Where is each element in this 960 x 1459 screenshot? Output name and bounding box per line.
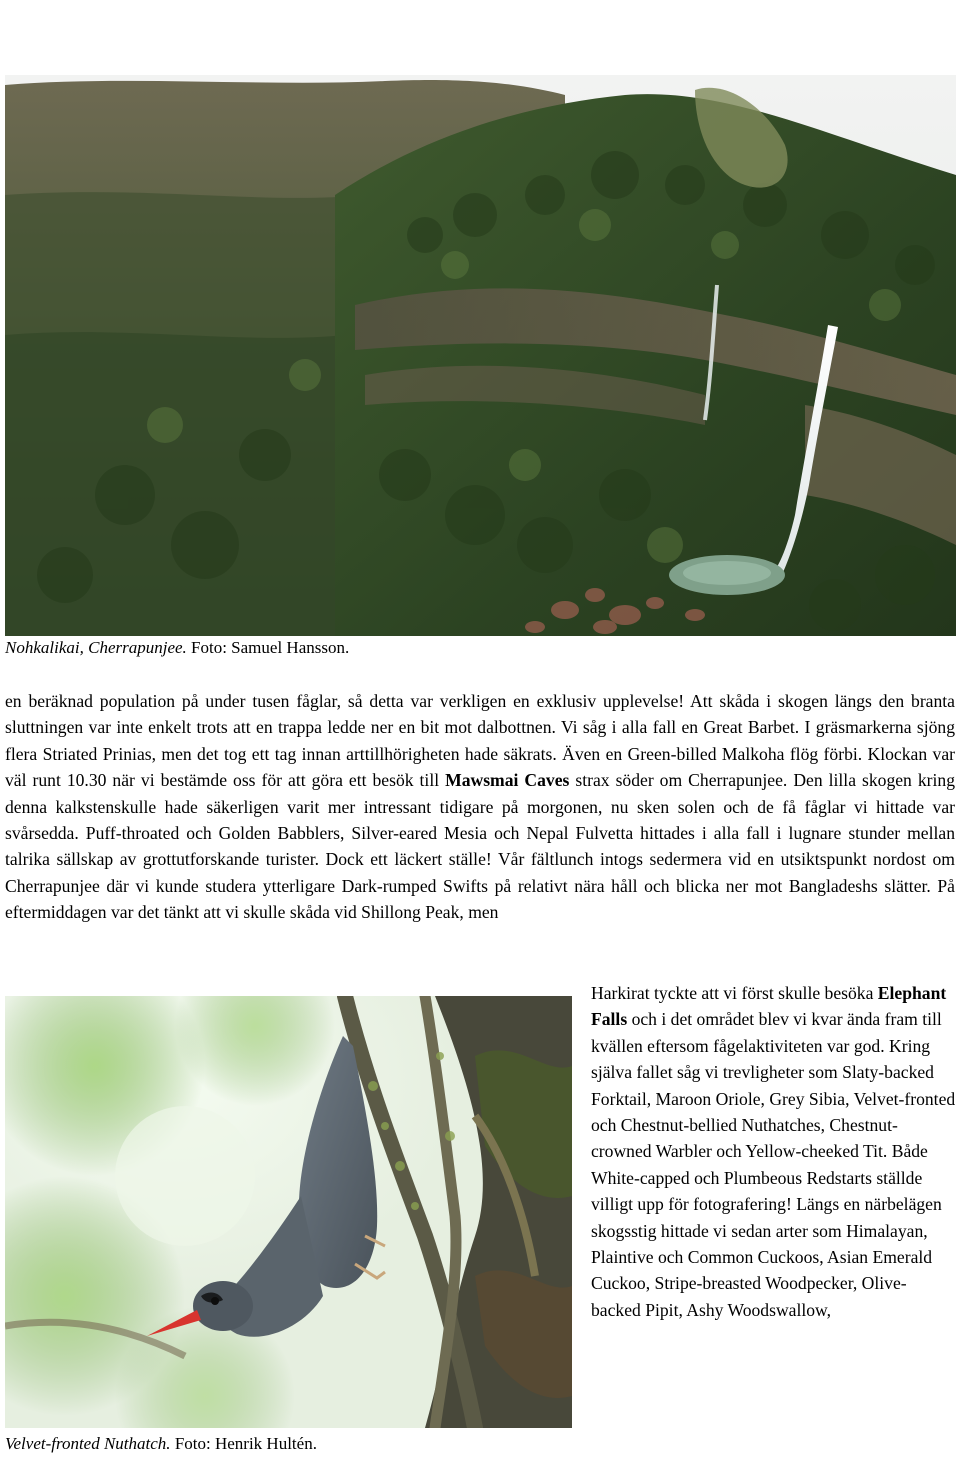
photo-caption-nohkalikai [5, 638, 349, 658]
place-name-mawsmai-caves: Mawsmai Caves [445, 770, 570, 791]
body-text-part: Harkirat tyckte att vi först skulle besöka [591, 983, 878, 1003]
body-text-side [591, 980, 956, 1323]
caption-species: Velvet-fronted Nuthatch. [5, 1434, 171, 1453]
nuthatch-illustration [5, 996, 572, 1428]
place-name-elephant-falls: Elephant Falls [591, 983, 947, 1030]
caption-place: Nohkalikai, Cherrapunjee. [5, 638, 187, 657]
body-text-part: strax söder om Cherrapunjee. Den lilla skogen kring denna kalkstenskulle hade säkerligen varit mer intressant tidigare på morgonen, nu sken solen och de få fåglar vi hittade var svårsedda. Puff-throated och Golden Babblers, Silver-eared Mesia och Nepal Fulvetta hittades i alla fall i lugnare stunder mellan talrika sällskap av grottutforskande turister. Dock ett läckert ställe! Vår fältlunch intogs sedermera vid en utsiktspunkt nordost om Cherrapunjee där vi kunde studera ytterligare Dark-rumped Swifts på relativt nära håll och blicka ner mot Bangladeshs slätter. På eftermiddagen var det tänkt att vi skulle skåda vid Shillong Peak, men [5, 770, 955, 923]
waterfall-illustration [5, 75, 956, 636]
photo-caption-nuthatch [5, 1434, 317, 1454]
body-text-main [5, 688, 955, 926]
bird-photo [5, 996, 572, 1428]
caption-credit: Foto: Henrik Hultén. [170, 1434, 317, 1453]
body-text-part: en beräknad population på under tusen fåglar, så detta var verkligen en exklusiv upplevelse! Att skåda i skogen längs den branta sluttningen var inte enkelt trots att en trappa ledde ner en bit mot dalbottnen. Vi såg i alla fall en Great Barbet. I gräsmarkerna sjöng flera Striated Prinias, men det tog ett tag innan arttillhörigheten hade säkrats. Även en Green-billed Malkoha flög förbi. Klockan var väl runt 10.30 när vi bestämde oss för att göra ett besök till [5, 691, 955, 791]
caption-credit: Foto: Samuel Hansson. [186, 638, 350, 657]
landscape-photo [5, 75, 956, 636]
body-text-part: och i det området blev vi kvar ända fram till kvällen eftersom fågelaktiviteten var god. Kring själva fallet såg vi trevligheter som Slaty-backed Forktail, Maroon Oriole, Grey Sibia, Velvet-fronted och Chestnut-bellied Nuthatches, Chestnut-crowned Warbler och Yellow-cheeked Tit. Både White-capped och Plumbeous Redstarts ställde villigt upp för fotografering! Längs en närbelägen skogsstig hittade vi sedan arter som Himalayan, Plaintive och Common Cuckoos, Asian Emerald Cuckoo, Stripe-breasted Woodpecker, Olive-backed Pipit, Ashy Woodswallow, [591, 1009, 956, 1320]
